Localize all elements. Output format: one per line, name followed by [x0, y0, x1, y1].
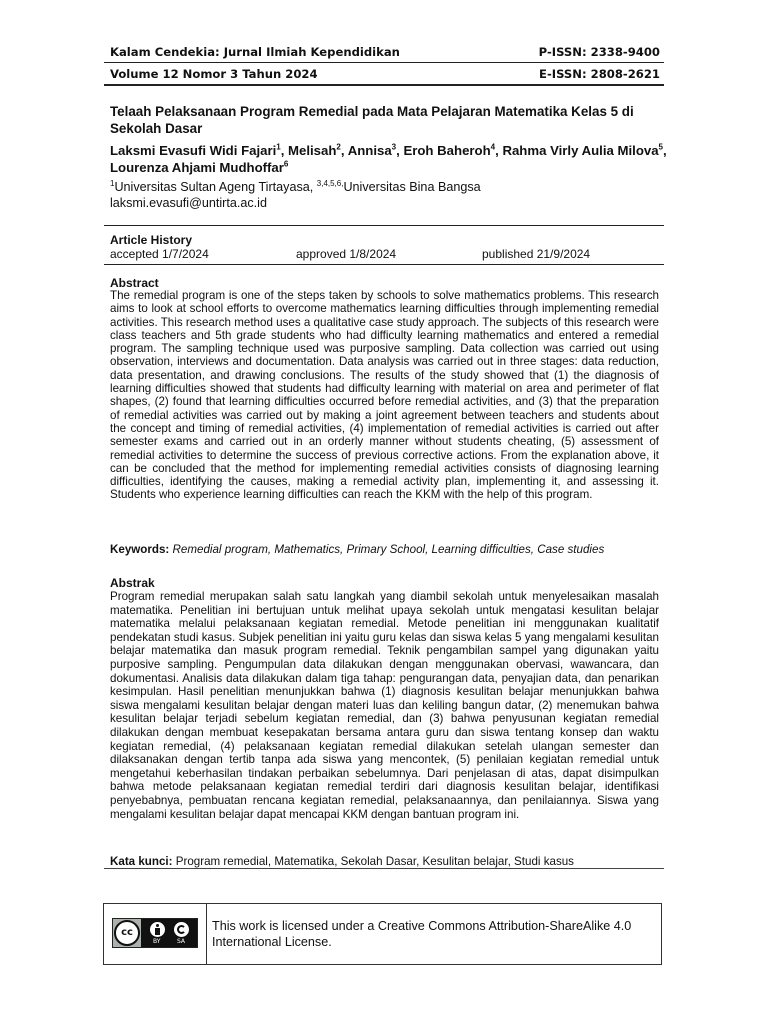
accepted-date: accepted 1/7/2024	[110, 247, 209, 261]
keywords-english	[110, 543, 659, 556]
person-icon	[155, 924, 160, 935]
abstract-english: The remedial program is one of the steps taken by schools to solve mathematics problems. This research aims to look at school efforts to overcome mathematics learning difficulties through implementing remedial activities. This research method uses a qualitative case study approach. The subjects of this research were class teachers and 5th grade students who had difficulty learning mathematics and entered a remedial program. The sampling technique used was purposive sampling. Data collection was carried out using observation, interviews and documentation. Data analysis was carried out in three stages: data reduction, data presentation, and drawing conclusions. The results of the study showed that (1) the diagnosis of learning difficulties showed that students had difficulty learning with material on area and perimeter of flat shapes, (2) found that learning difficulties occurred before remedial activities, and (3) that the preparation of remedial activities was carried out by making a joint agreement between teachers and students about the concept and timing of remedial activities, (4) implementation of remedial activities is carried out after semester exams and carried out in an orderly manner without students cheating, (5) assessment of remedial activities to determine the success of previous corrective actions. From the explanation above, it can be concluded that the method for implementing remedial activities consists of diagnosing learning difficulties, identifying the causes, making a remedial activity plan, implementing it, and assessing it. Students who experience learning difficulties can reach the KKM with the help of this program.	[110, 289, 659, 502]
author-sup: 1	[276, 142, 281, 152]
affiliations	[110, 179, 670, 211]
p-issn: P-ISSN: 2338-9400	[538, 45, 660, 59]
cc-by-sa-badge-icon[interactable]	[112, 918, 198, 948]
abstract-indonesian: Program remedial merupakan salah satu langkah yang diambil sekolah untuk menyelesaikan masalah matematika. Penelitian ini bertujuan untuk melihat upaya sekolah untuk mengatasi kesulitan belajar matematika melalui pelaksanaan kegiatan remedial. Metode penelitian ini menggunakan kualitatif pendekatan studi kasus. Subjek penelitian ini yaitu guru kelas dan siswa kelas 5 yang mengalami kesulitan belajar matematika dan masuk program remedial. Teknik pengambilan sampel yang digunakan yaitu purposive sampling. Pengumpulan data dilakukan dengan menggunakan obervasi, wawancara, dan dokumentasi. Analisis data dilakukan dalam tiga tahap: pengurangan data, penyajian data, dan penarikan kesimpulan. Hasil penelitian menunjukkan bahwa (1) diagnosis kesulitan belajar menunjukkan bahwa siswa mengalami kesulitan belajar dengan materi luas dan keliling bangun datar, (2) menemukan bahwa kesulitan belajar terjadi sebelum kegiatan remedial, dan (3) bahwa penyusunan kegiatan remedial dilakukan dengan membuat kesepakatan bersama antara guru dan siswa tentang konsep dan waktu kegiatan remedial, (4) pelaksanaan kegiatan remedial dilakukan setelah ulangan semester dan dilaksanakan dengan tertib tanpa ada siswa yang mencontek, (5) penilaian kegiatan remedial untuk mengetahui keberhasilan tindakan perbaikan sebelumnya. Dari penjelasan di atas, dapat disimpulkan bahwa metode pelaksanaan kegiatan remedial terdiri dari diagnosis kesulitan belajar, identifikasi penyebabnya, pembuatan rencana kegiatan remedial, pelaksanaannya, dan penilaiannya. Siswa yang mengalami kesulitan belajar dapat mencapai KKM dengan bantuan program ini.	[110, 590, 659, 821]
author-name: Laksmi Evasufi Widi Fajari	[110, 143, 277, 158]
header-rule-bottom	[104, 84, 664, 86]
author-sup: 5	[658, 142, 663, 152]
affiliation-sup: 3,4,5,6,	[316, 178, 344, 188]
published-date: published 21/9/2024	[482, 247, 591, 261]
license-divider	[206, 904, 207, 964]
history-rule-bottom	[104, 264, 664, 265]
journal-header	[110, 45, 660, 59]
kata-kunci-label: Kata kunci:	[110, 855, 173, 868]
author-sup: 2	[336, 142, 341, 152]
approved-date: approved 1/8/2024	[296, 247, 397, 261]
author-sup: 4	[490, 142, 496, 152]
attribution-icon	[150, 922, 165, 937]
person-body	[155, 928, 160, 935]
history-rule-top	[104, 225, 664, 226]
affiliation-1: Universitas Sultan Ageng Tirtayasa,	[114, 180, 317, 194]
volume-info: Volume 12 Nomor 3 Tahun 2024	[110, 67, 318, 81]
affiliation-2: Universitas Bina Bangsa	[343, 180, 481, 194]
corresponding-email[interactable]: laksmi.evasufi@untirta.ac.id	[110, 196, 267, 210]
author-list: Laksmi Evasufi Widi Fajari$^1$, Melisah$^2$, Annisa$^3$, Eroh Baheroh$^4$, Rahma Virly Aulia Milova$^5$, Lourenza Ahjami Mudhoffar$^6$	[110, 142, 667, 175]
share-alike-arc	[177, 925, 186, 934]
badge-by-label: BY	[153, 938, 161, 945]
author-sup: 6	[283, 159, 289, 169]
abstract-rule-bottom	[104, 868, 664, 869]
person-head	[156, 924, 159, 927]
share-alike-icon	[174, 922, 189, 937]
author-sup: 3	[391, 142, 397, 152]
author-name: Rahma Virly Aulia Milova	[502, 143, 659, 158]
abstract-heading: Abstract	[110, 276, 159, 290]
keywords-values: Remedial program, Mathematics, Primary School, Learning difficulties, Case studies	[172, 543, 605, 556]
keywords-label: Keywords:	[110, 543, 170, 556]
author-name: Eroh Baheroh	[403, 143, 491, 158]
abstrak-heading: Abstrak	[110, 576, 155, 590]
license-box	[103, 903, 662, 965]
paper-title: Telaah Pelaksanaan Program Remedial pada Mata Pelajaran Matematika Kelas 5 di Sekolah Dasar	[110, 104, 634, 136]
badge-sa-label: SA	[177, 938, 186, 945]
keywords-indonesian	[110, 855, 659, 869]
cc-logo-icon: cc	[114, 920, 140, 946]
author-name: Melisah	[288, 143, 337, 158]
article-history-heading: Article History	[110, 233, 193, 247]
license-text: This work is licensed under a Creative Commons Attribution-ShareAlike 4.0 International License.	[212, 919, 632, 949]
header-rule-top	[104, 62, 664, 63]
volume-header	[110, 67, 660, 81]
author-name: Annisa	[347, 143, 392, 158]
author-name: Lourenza Ahjami Mudhoffar	[110, 160, 284, 175]
journal-name: Kalam Cendekia: Jurnal Ilmiah Kependidikan	[110, 45, 400, 59]
kata-kunci-values: Program remedial, Matematika, Sekolah Dasar, Kesulitan belajar, Studi kasus	[175, 855, 574, 868]
e-issn: E-ISSN: 2808-2621	[539, 67, 660, 81]
cc-icon-strip	[141, 919, 197, 947]
affiliation-sup: 1	[110, 178, 115, 188]
